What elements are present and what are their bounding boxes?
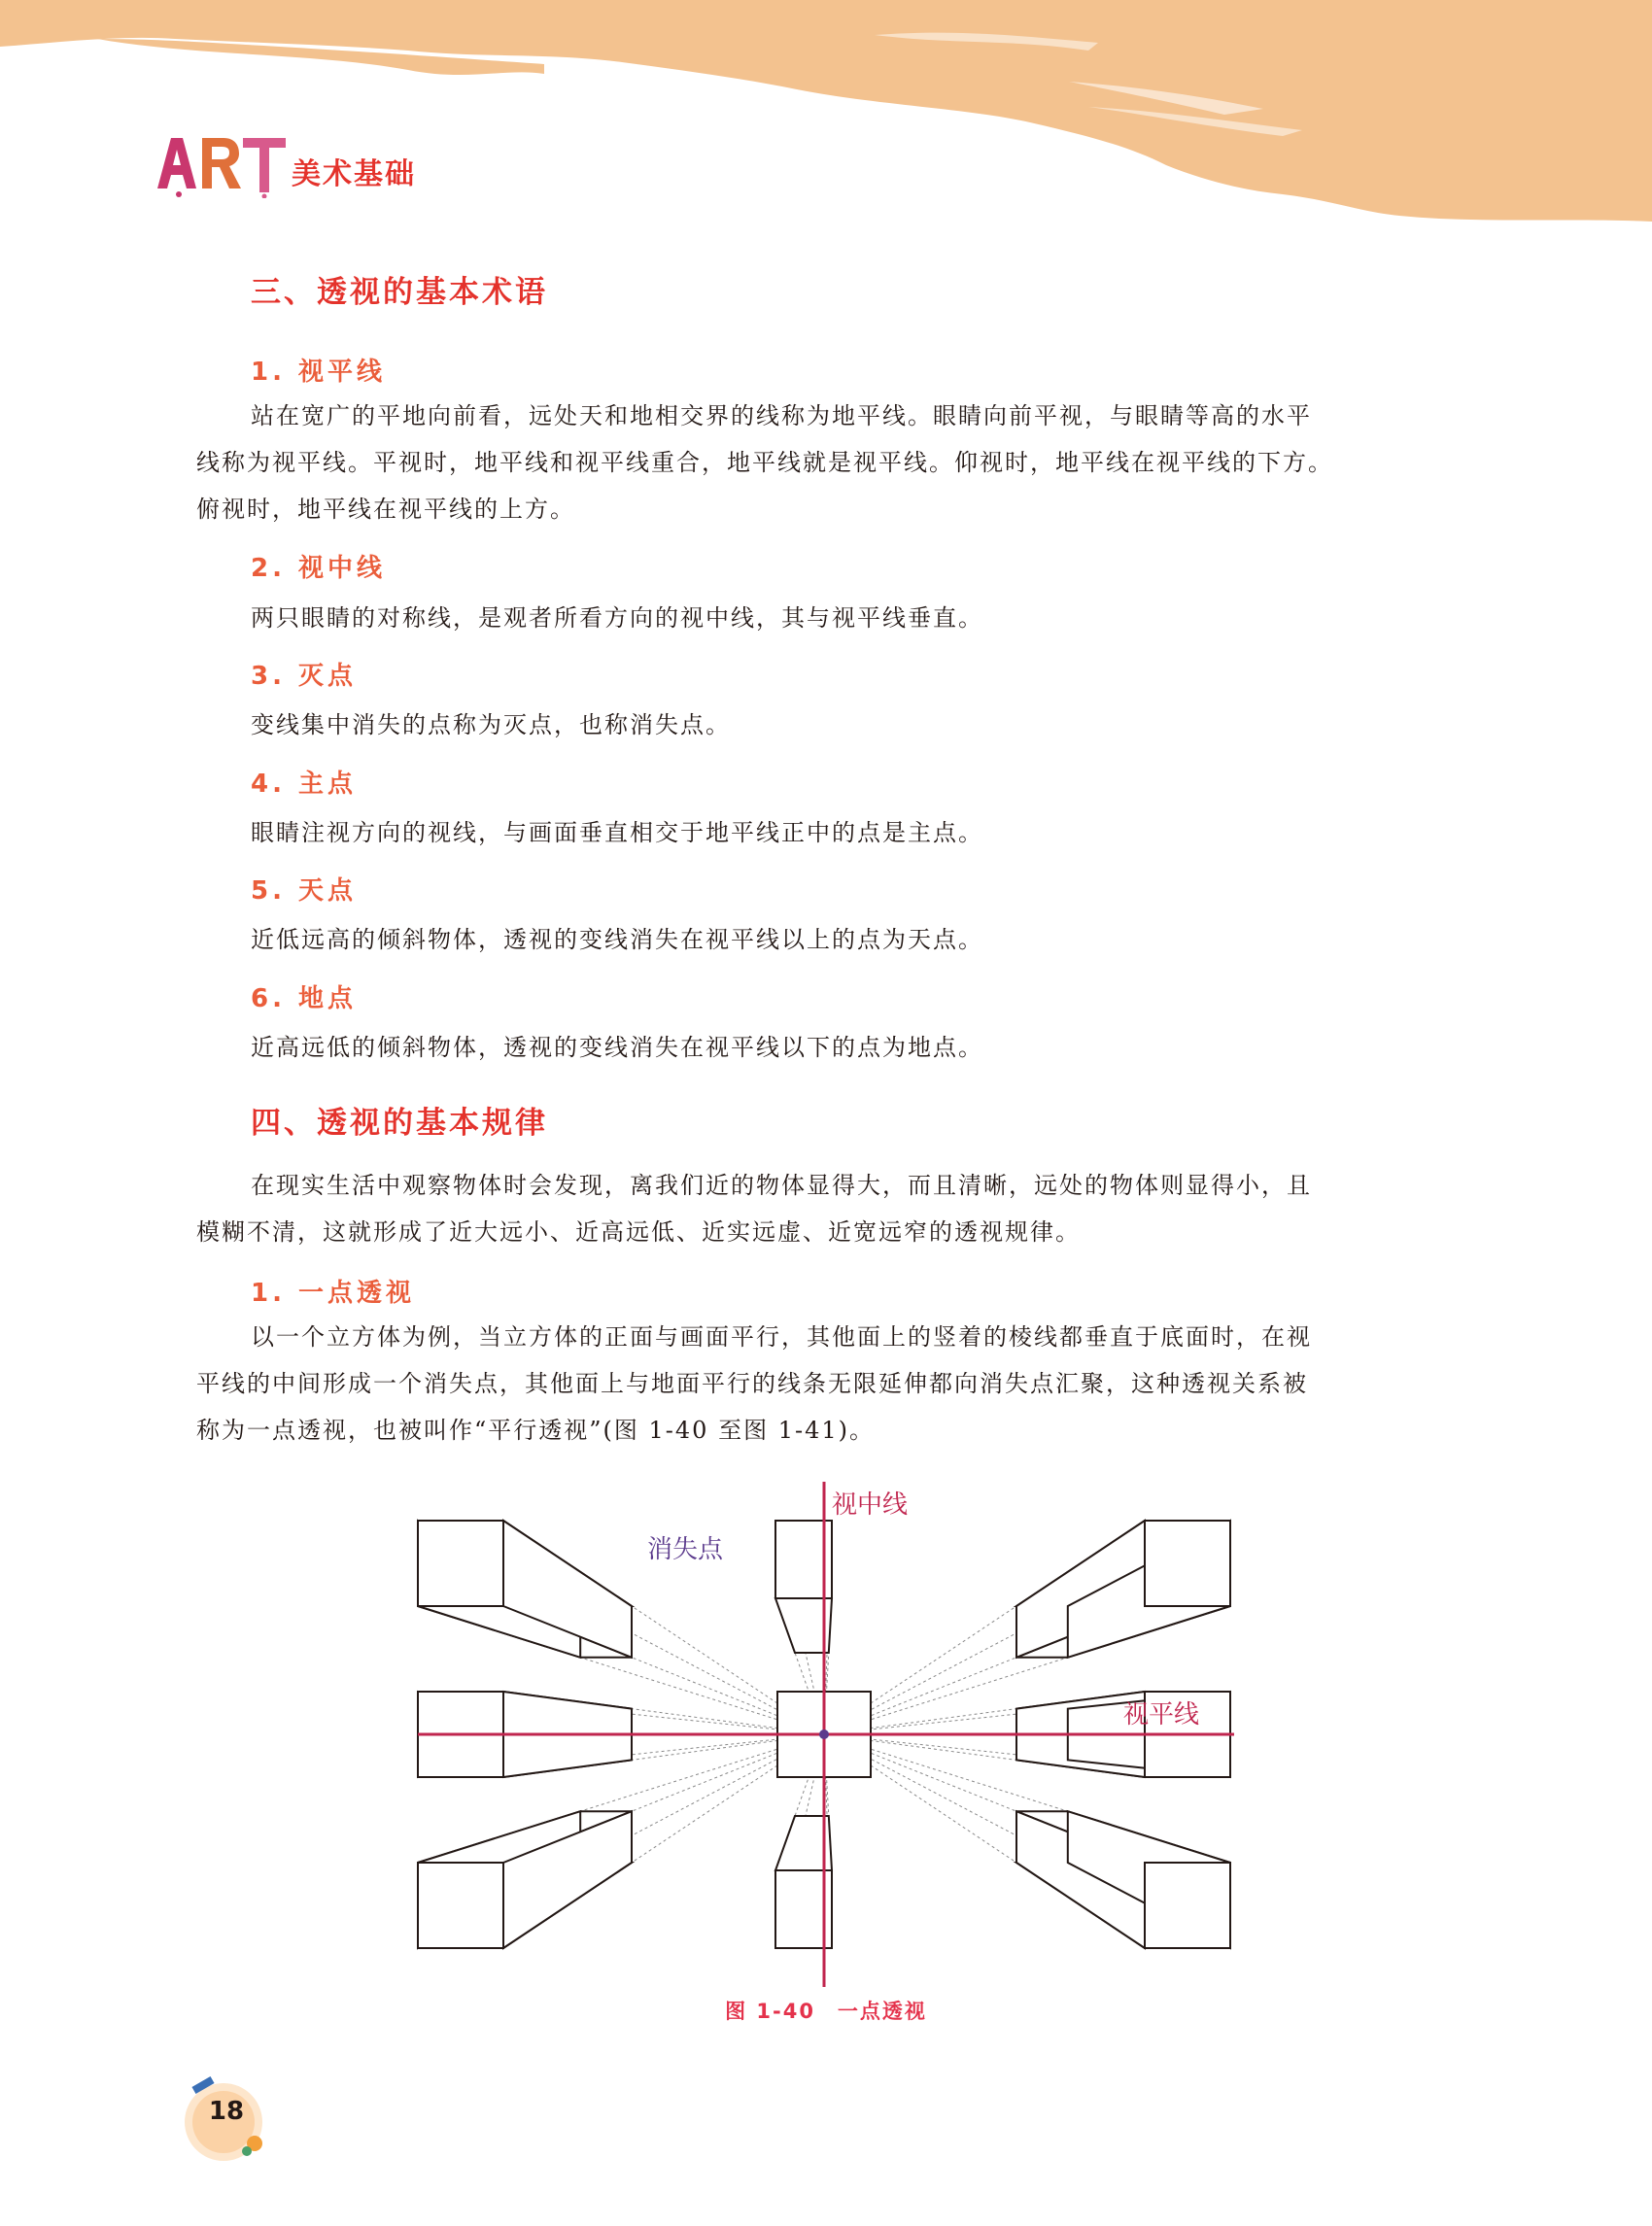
running-title: 美术基础 (292, 157, 416, 191)
text-line: 站在宽广的平地向前看，远处天和地相交界的线称为地平线。眼睛向前平视，与眼睛等高的水平 (251, 402, 1312, 429)
subheading-principal-point: 4. 主点 (251, 770, 358, 799)
subheading-ground-point: 6. 地点 (251, 984, 358, 1013)
paragraph-one-point-perspective (196, 1314, 1460, 1454)
text-line: 眼睛注视方向的视线，与画面垂直相交于地平线正中的点是主点。 (251, 819, 983, 846)
subheading-horizon-line: 1. 视平线 (251, 358, 387, 387)
cube-front-face (418, 1521, 503, 1606)
paragraph-horizon-line (196, 393, 1460, 532)
label-horizon-line: 视平线 (1123, 1700, 1200, 1729)
paragraph-rules-intro (196, 1162, 1460, 1255)
text-line: 俯视时，地平线在视平线的上方。 (196, 496, 575, 523)
header-brush-band (0, 0, 1652, 233)
paragraph-ground-point (196, 1024, 1460, 1071)
paragraph-vanishing-point (196, 702, 1460, 748)
vanishing-point-dot (819, 1729, 829, 1739)
one-point-perspective-diagram (408, 1482, 1244, 1987)
subheading-vanishing-point: 3. 灭点 (251, 662, 358, 691)
section-title-rules: 四、透视的基本规律 (251, 1106, 548, 1141)
subheading-center-line: 2. 视中线 (251, 554, 387, 583)
section-title-terms: 三、透视的基本术语 (251, 275, 548, 310)
cube-front-face (1145, 1521, 1230, 1606)
text-line: 平线的中间形成一个消失点，其他面上与地面平行的线条无限延伸都向消失点汇聚，这种透视关系被 (196, 1370, 1308, 1397)
figure-caption: 图 1-40 一点透视 (725, 2000, 927, 2023)
cube-front-face (1145, 1863, 1230, 1948)
label-center-line: 视中线 (832, 1490, 909, 1520)
text-line: 以一个立方体为例，当立方体的正面与画面平行，其他面上的竖着的棱线都垂直于底面时，在视 (251, 1323, 1312, 1351)
cube-front-face (418, 1863, 503, 1948)
art-logo (154, 130, 290, 198)
text-line: 模糊不清，这就形成了近大远小、近高远低、近实远虚、近宽远窄的透视规律。 (196, 1218, 1081, 1246)
text-line: 近低远高的倾斜物体，透视的变线消失在视平线以上的点为天点。 (251, 926, 983, 953)
page-number: 18 (208, 2097, 245, 2126)
text-line: 变线集中消失的点称为灭点，也称消失点。 (251, 711, 731, 738)
text-line: 近高远低的倾斜物体，透视的变线消失在视平线以下的点为地点。 (251, 1034, 983, 1061)
text-line: 两只眼睛的对称线，是观者所看方向的视中线，其与视平线垂直。 (251, 604, 983, 632)
text-line: 在现实生活中观察物体时会发现，离我们近的物体显得大，而且清晰，远处的物体则显得小，且 (251, 1172, 1312, 1199)
subheading-sky-point: 5. 天点 (251, 876, 358, 906)
paragraph-principal-point (196, 809, 1460, 856)
paragraph-sky-point (196, 916, 1460, 963)
text-line: 称为一点透视，也被叫作“平行透视”(图 1-40 至图 1-41)。 (196, 1417, 875, 1444)
text-line: 线称为视平线。平视时，地平线和视平线重合，地平线就是视平线。仰视时，地平线在视平线的下方。 (196, 449, 1333, 476)
paragraph-center-line (196, 595, 1460, 641)
label-vanishing-point: 消失点 (647, 1535, 724, 1564)
subheading-one-point-perspective: 1. 一点透视 (251, 1279, 416, 1308)
